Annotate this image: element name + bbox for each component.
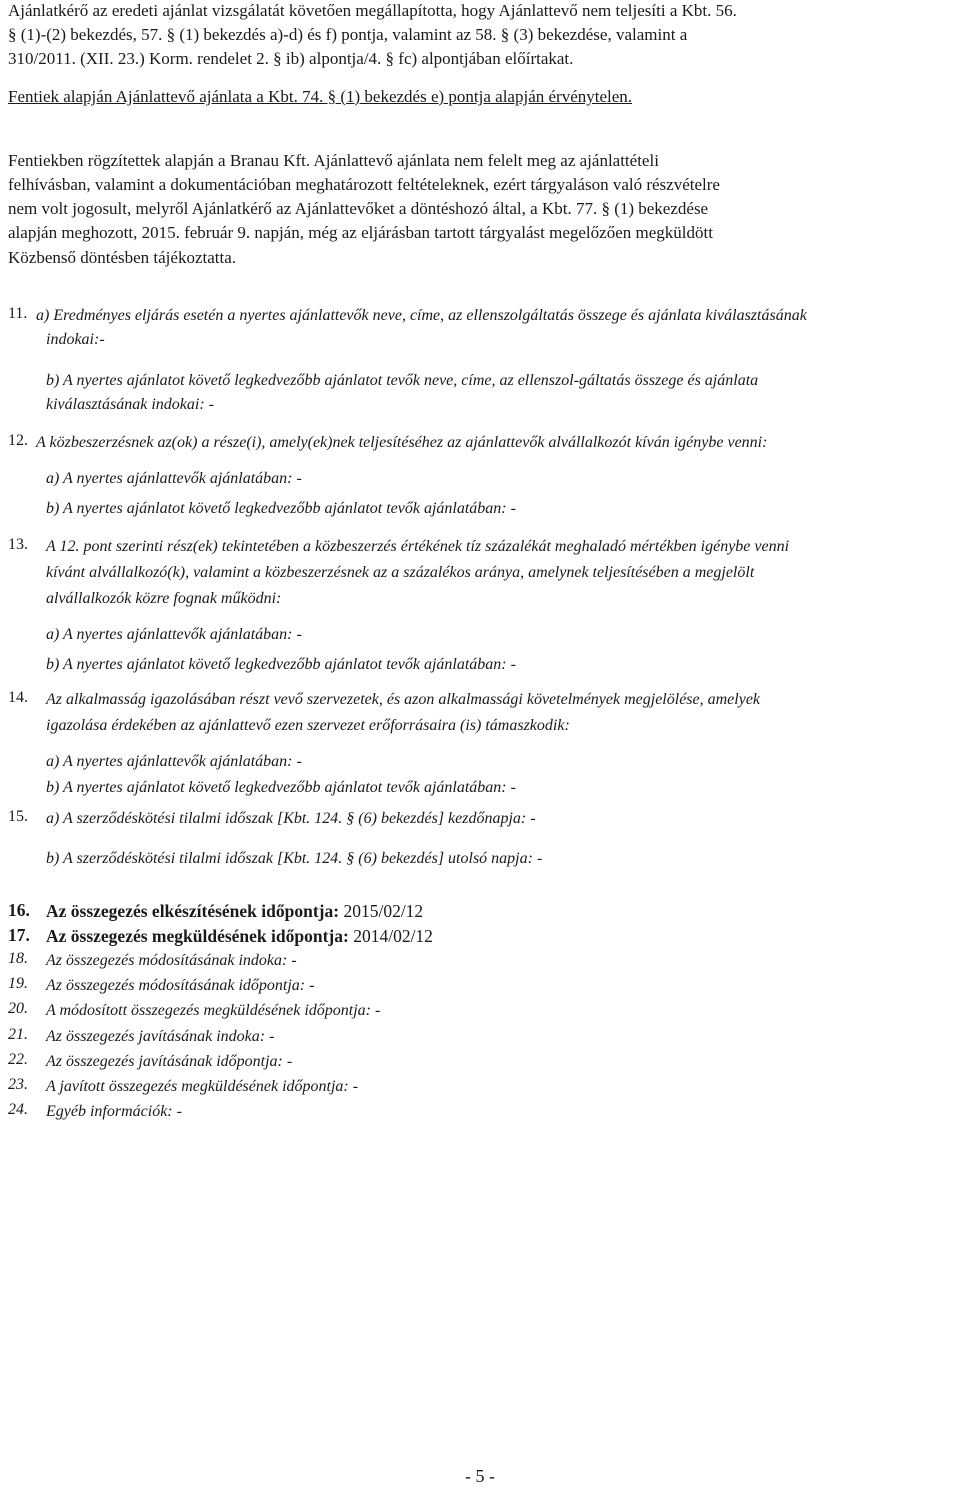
- section-21-text: Az összegezés javításának indoka: -: [46, 1028, 275, 1045]
- section-19-text: Az összegezés módosításának időpontja: -: [46, 977, 315, 994]
- section-number: 21.: [8, 1026, 28, 1043]
- section-18-text: Az összegezés módosításának indoka: -: [46, 952, 297, 969]
- section-number: 23.: [8, 1076, 28, 1093]
- section-16-line: [46, 900, 423, 922]
- section-11-b-line: kiválasztásának indokai: -: [46, 396, 214, 413]
- branau-line: Fentiekben rögzítettek alapján a Branau Kft. Ajánlattevő ajánlata nem felelt meg az ajánlattételi: [8, 151, 659, 170]
- invalidity-statement: Fentiek alapján Ajánlattevő ajánlata a Kbt. 74. § (1) bekezdés e) pontja alapján érvénytelen.: [8, 87, 633, 106]
- section-23-text: A javított összegezés megküldésének időpontja: -: [46, 1078, 359, 1095]
- section-17-value: 2014/02/12: [348, 926, 433, 946]
- section-14-a: a) A nyertes ajánlattevők ajánlatában: -: [46, 753, 302, 770]
- intro-line: § (1)-(2) bekezdés, 57. § (1) bekezdés a)-d) és f) pontja, valamint az 58. § (3) bekezdése, valamint a: [8, 25, 688, 44]
- section-13-b: b) A nyertes ajánlatot követő legkedvezőbb ajánlatot tevők ajánlatában: -: [46, 656, 516, 673]
- section-17-label: Az összegezés megküldésének időpontja:: [46, 926, 349, 946]
- section-number: 19.: [8, 975, 28, 992]
- section-14-b: b) A nyertes ajánlatot követő legkedvezőbb ajánlatot tevők ajánlatában: -: [46, 779, 516, 796]
- section-12-a: a) A nyertes ajánlattevők ajánlatában: -: [46, 470, 302, 487]
- section-16-value: 2015/02/12: [339, 901, 424, 921]
- section-15-a: a) A szerződéskötési tilalmi időszak [Kbt. 124. § (6) bekezdés] kezdőnapja: -: [46, 810, 536, 827]
- section-13-title-line: alvállalkozók közre fognak működni:: [46, 590, 282, 607]
- section-14-title-line: igazolása érdekében az ajánlattevő ezen szervezet erőforrásaira (is) támaszkodik:: [46, 717, 570, 734]
- section-number: 17.: [8, 925, 30, 945]
- section-13-title-line: kívánt alvállalkozó(k), valamint a közbeszerzésnek az a százalékos aránya, amelynek teljesítésében a megjelölt: [46, 564, 755, 581]
- section-12-b: b) A nyertes ajánlatot követő legkedvezőbb ajánlatot tevők ajánlatában: -: [46, 500, 516, 517]
- section-number: 15.: [8, 808, 28, 825]
- section-12-title: A közbeszerzésnek az(ok) a része(i), amely(ek)nek teljesítéséhez az ajánlattevők alvállalkozót kíván igénybe venni:: [36, 434, 768, 451]
- intro-line: 310/2011. (XII. 23.) Korm. rendelet 2. § ib) alpontja/4. § fc) alpontjában előírtakat.: [8, 49, 574, 68]
- page-number: - 5 -: [465, 1466, 495, 1486]
- section-22-text: Az összegezés javításának időpontja: -: [46, 1053, 293, 1070]
- intro-line: Ajánlatkérő az eredeti ajánlat vizsgálatát követően megállapította, hogy Ajánlattevő nem teljesíti a Kbt. 56.: [8, 1, 737, 20]
- section-number: 12.: [8, 432, 28, 449]
- branau-line: felhívásban, valamint a dokumentációban meghatározott feltételeknek, ezért tárgyaláson való részvételre: [8, 175, 720, 194]
- section-number: 18.: [8, 950, 28, 967]
- section-20-text: A módosított összegezés megküldésének időpontja: -: [46, 1002, 381, 1019]
- section-number: 14.: [8, 689, 28, 706]
- section-24-text: Egyéb információk: -: [46, 1103, 182, 1120]
- section-17-line: [46, 925, 433, 947]
- branau-line: alapján meghozott, 2015. február 9. napján, még az eljárásban tartott tárgyalást megelőzően megküldött: [8, 223, 713, 242]
- section-13-a: a) A nyertes ajánlattevők ajánlatában: -: [46, 626, 302, 643]
- section-number: 22.: [8, 1051, 28, 1068]
- section-11-a-line: a) Eredményes eljárás esetén a nyertes ajánlattevők neve, címe, az ellenszolgáltatás összege és ajánlata kiválasztásának: [36, 307, 807, 324]
- section-number: 13.: [8, 536, 28, 553]
- section-16-label: Az összegezés elkészítésének időpontja:: [46, 901, 340, 921]
- section-11-a-line: indokai:-: [46, 331, 105, 348]
- section-number: 16.: [8, 900, 30, 920]
- section-number: 24.: [8, 1101, 28, 1118]
- section-13-title-line: A 12. pont szerinti rész(ek) tekintetében a közbeszerzés értékének tíz százalékát meghaladó mértékben igénybe venni: [46, 538, 790, 555]
- section-14-title-line: Az alkalmasság igazolásában részt vevő szervezetek, és azon alkalmassági követelmények megjelölése, amelyek: [46, 691, 761, 708]
- section-number: 11.: [8, 305, 28, 322]
- branau-line: Közbenső döntésben tájékoztatta.: [8, 248, 237, 267]
- section-11-b-line: b) A nyertes ajánlatot követő legkedvezőbb ajánlatot tevők neve, címe, az ellenszol-gáltatás összege és ajánlata: [46, 372, 759, 389]
- section-number: 20.: [8, 1000, 28, 1017]
- branau-line: nem volt jogosult, melyről Ajánlatkérő az Ajánlattevőket a döntéshozó által, a Kbt. 77. § (1) bekezdése: [8, 199, 709, 218]
- section-15-b: b) A szerződéskötési tilalmi időszak [Kbt. 124. § (6) bekezdés] utolsó napja: -: [46, 850, 543, 867]
